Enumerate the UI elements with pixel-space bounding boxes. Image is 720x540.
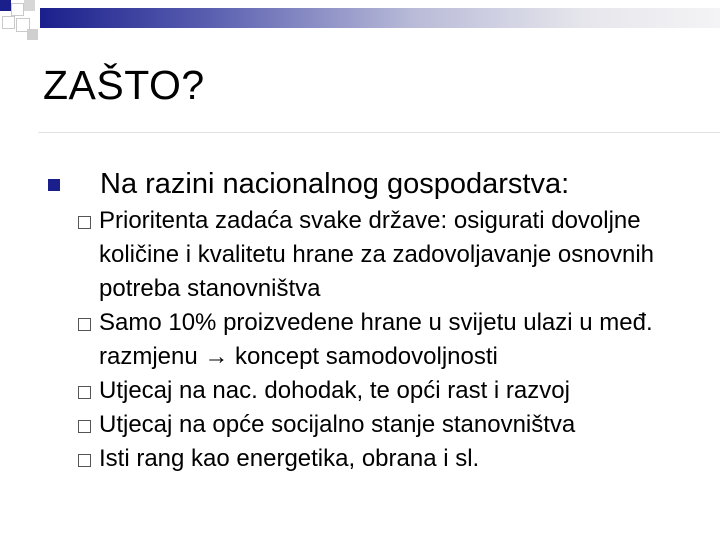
square-bullet-icon <box>48 179 60 191</box>
sub-bullet-item <box>78 408 703 442</box>
sub-bullet-list <box>78 204 703 476</box>
title-divider <box>38 132 720 133</box>
sub-bullet-text: Utjecaj na nac. dohodak, te opći rast i razvoj <box>99 377 570 404</box>
header-gradient-bar <box>40 8 720 28</box>
sub-bullet-item <box>78 374 703 408</box>
sub-bullet-text: Samo 10% proizvedene hrane u svijetu ulazi u međ. razmjenu → koncept samodovoljnosti <box>99 309 653 370</box>
decor-square <box>27 29 38 40</box>
decor-square <box>0 0 11 11</box>
decor-square <box>24 0 35 11</box>
sub-bullet-text: Prioritenta zadaća svake države: osigurati dovoljne količine i kvalitetu hrane za zadovoljavanje osnovnih potreba stanovništva <box>99 207 654 302</box>
hollow-square-bullet-icon <box>78 454 91 467</box>
slide-title: ZAŠTO? <box>43 62 205 108</box>
sub-bullet-text: Isti rang kao energetika, obrana i sl. <box>99 445 480 472</box>
main-bullet-text: Na razini nacionalnog gospodarstva: <box>100 168 570 200</box>
hollow-square-bullet-icon <box>78 318 91 331</box>
decor-square <box>11 3 24 16</box>
decor-square <box>2 16 15 29</box>
hollow-square-bullet-icon <box>78 216 91 229</box>
sub-bullet-text: Utjecaj na opće socijalno stanje stanovništva <box>99 411 576 438</box>
sub-bullet-item <box>78 306 703 374</box>
sub-bullet-item <box>78 442 703 476</box>
hollow-square-bullet-icon <box>78 386 91 399</box>
hollow-square-bullet-icon <box>78 420 91 433</box>
main-bullet <box>48 168 569 201</box>
sub-bullet-item <box>78 204 703 306</box>
